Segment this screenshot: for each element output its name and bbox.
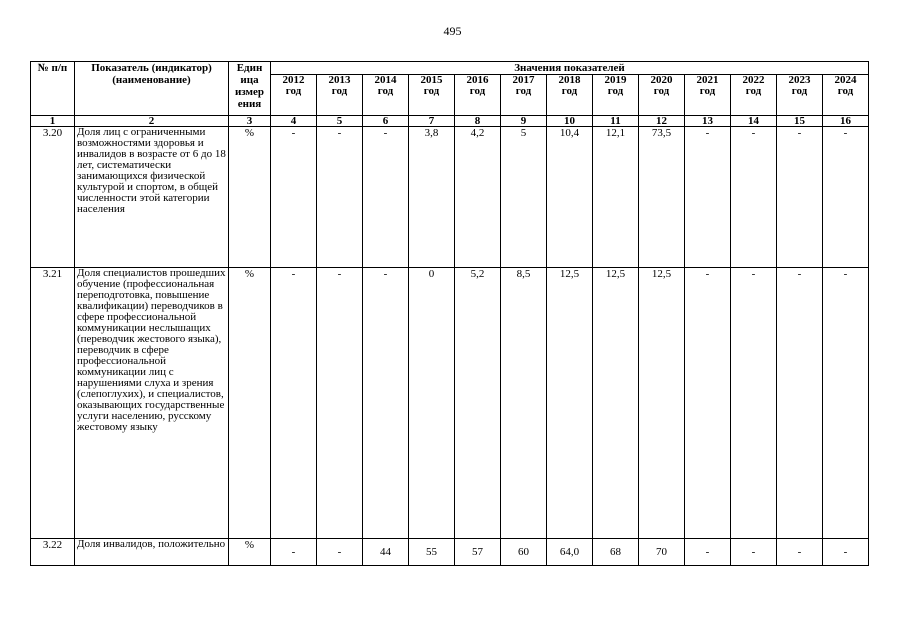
value-cell: - bbox=[731, 539, 777, 566]
indicator-name: Доля инвалидов, положительно bbox=[75, 539, 229, 566]
page-number: 495 bbox=[443, 24, 462, 38]
header-row-top bbox=[31, 62, 869, 75]
column-number: 16 bbox=[823, 116, 869, 127]
row-number: 3.22 bbox=[31, 539, 75, 566]
indicator-name: Доля лиц с ограниченными возможностями здоровья и инвалидов в возрасте от 6 до 18 лет, систематически занимающихся физической культурой и спортом, в общей численности этой категории населения bbox=[75, 127, 229, 268]
header-year: 2012 год bbox=[271, 75, 317, 116]
value-cell: 73,5 bbox=[639, 127, 685, 268]
header-year: 2015 год bbox=[409, 75, 455, 116]
value-cell: - bbox=[685, 539, 731, 566]
header-name: Показатель (индикатор) (наименование) bbox=[75, 62, 229, 116]
header-year: 2014 год bbox=[363, 75, 409, 116]
value-cell: 70 bbox=[639, 539, 685, 566]
value-cell: - bbox=[685, 268, 731, 539]
column-number: 11 bbox=[593, 116, 639, 127]
indicator-unit: % bbox=[229, 539, 271, 566]
value-cell: - bbox=[823, 539, 869, 566]
value-cell: - bbox=[685, 127, 731, 268]
column-number: 3 bbox=[229, 116, 271, 127]
value-cell: 0 bbox=[409, 268, 455, 539]
column-number: 4 bbox=[271, 116, 317, 127]
row-number: 3.21 bbox=[31, 268, 75, 539]
column-number: 7 bbox=[409, 116, 455, 127]
indicator-unit: % bbox=[229, 268, 271, 539]
column-number: 12 bbox=[639, 116, 685, 127]
value-cell: 5 bbox=[501, 127, 547, 268]
value-cell: 12,5 bbox=[639, 268, 685, 539]
value-cell: - bbox=[777, 539, 823, 566]
value-cell: 3,8 bbox=[409, 127, 455, 268]
column-number: 6 bbox=[363, 116, 409, 127]
value-cell: 64,0 bbox=[547, 539, 593, 566]
value-cell: - bbox=[271, 268, 317, 539]
value-cell: - bbox=[317, 127, 363, 268]
header-year: 2024 год bbox=[823, 75, 869, 116]
header-year: 2022 год bbox=[731, 75, 777, 116]
value-cell: - bbox=[777, 127, 823, 268]
value-cell: - bbox=[823, 268, 869, 539]
value-cell: 55 bbox=[409, 539, 455, 566]
header-year: 2016 год bbox=[455, 75, 501, 116]
row-number: 3.20 bbox=[31, 127, 75, 268]
column-number: 5 bbox=[317, 116, 363, 127]
value-cell: 12,5 bbox=[593, 268, 639, 539]
value-cell: - bbox=[317, 268, 363, 539]
value-cell: 60 bbox=[501, 539, 547, 566]
value-cell: 57 bbox=[455, 539, 501, 566]
value-cell: 8,5 bbox=[501, 268, 547, 539]
value-cell: - bbox=[777, 268, 823, 539]
header-year: 2017 год bbox=[501, 75, 547, 116]
value-cell: - bbox=[317, 539, 363, 566]
header-values-group: Значения показателей bbox=[271, 62, 869, 75]
column-number: 15 bbox=[777, 116, 823, 127]
column-number: 13 bbox=[685, 116, 731, 127]
column-number: 2 bbox=[75, 116, 229, 127]
table-row bbox=[31, 268, 869, 539]
table-row bbox=[31, 539, 869, 566]
header-year: 2020 год bbox=[639, 75, 685, 116]
value-cell: 12,5 bbox=[547, 268, 593, 539]
indicator-unit: % bbox=[229, 127, 271, 268]
value-cell: - bbox=[731, 268, 777, 539]
value-cell: - bbox=[271, 539, 317, 566]
value-cell: - bbox=[823, 127, 869, 268]
column-number: 10 bbox=[547, 116, 593, 127]
column-number: 1 bbox=[31, 116, 75, 127]
header-unit: Един ица измер ения bbox=[229, 62, 271, 116]
header-num: № п/п bbox=[31, 62, 75, 116]
value-cell: 4,2 bbox=[455, 127, 501, 268]
column-number-row bbox=[31, 116, 869, 127]
value-cell: 44 bbox=[363, 539, 409, 566]
header-year: 2023 год bbox=[777, 75, 823, 116]
value-cell: 5,2 bbox=[455, 268, 501, 539]
value-cell: - bbox=[363, 268, 409, 539]
header-year: 2018 год bbox=[547, 75, 593, 116]
header-year: 2019 год bbox=[593, 75, 639, 116]
value-cell: 10,4 bbox=[547, 127, 593, 268]
table-row bbox=[31, 127, 869, 268]
column-number: 9 bbox=[501, 116, 547, 127]
indicators-table bbox=[30, 61, 869, 566]
value-cell: - bbox=[731, 127, 777, 268]
header-year: 2021 год bbox=[685, 75, 731, 116]
value-cell: 12,1 bbox=[593, 127, 639, 268]
value-cell: - bbox=[363, 127, 409, 268]
value-cell: - bbox=[271, 127, 317, 268]
value-cell: 68 bbox=[593, 539, 639, 566]
column-number: 14 bbox=[731, 116, 777, 127]
column-number: 8 bbox=[455, 116, 501, 127]
indicator-name: Доля специалистов прошедших обучение (профессиональная переподготовка, повышение квалификации) переводчиков в сфере профессиональной коммуникации неслышащих (переводчик жестового языка), переводчик в сфере профессиональной коммуникации лиц с нарушениями слуха и зрения (слепоглухих), и специалистов, оказывающих государственные услуги населению, русскому жестовому языку bbox=[75, 268, 229, 539]
header-year: 2013 год bbox=[317, 75, 363, 116]
